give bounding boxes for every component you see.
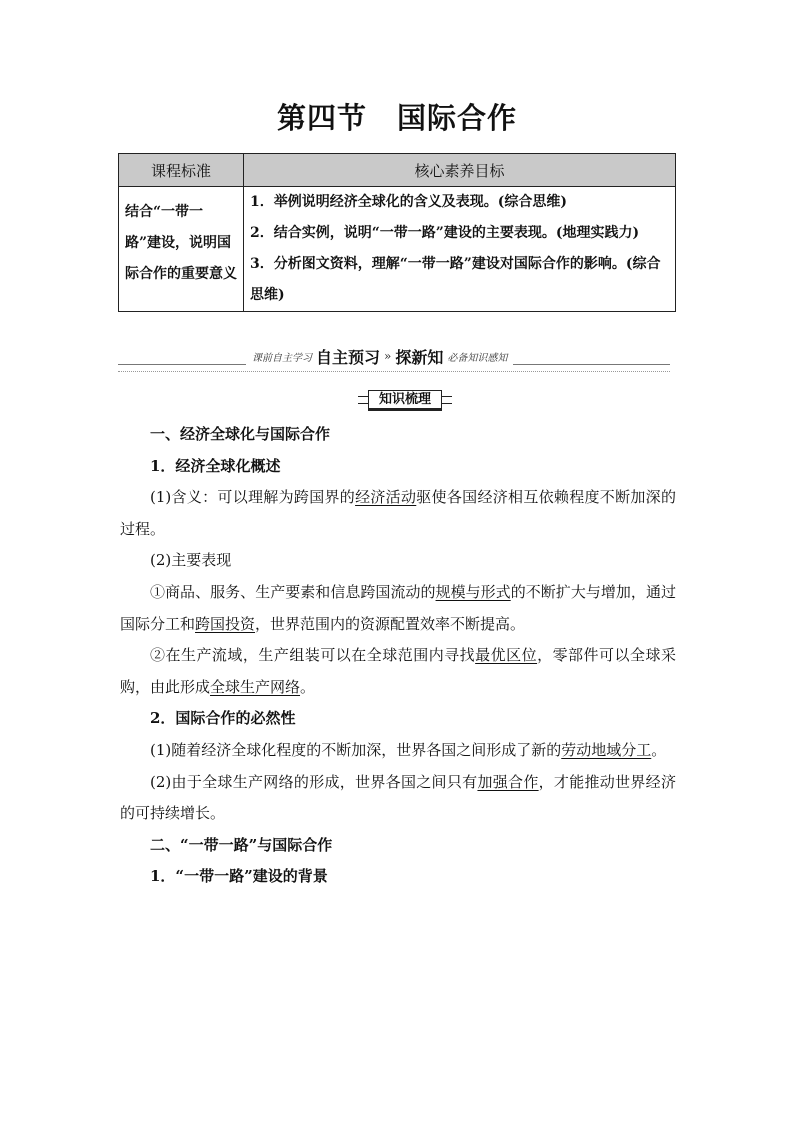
blank-answer: 劳动地域分工 (561, 740, 652, 759)
course-standard-cell: 结合“一带一路”建设，说明国际合作的重要意义 (119, 187, 244, 312)
blank-answer: 规模与形式 (435, 582, 511, 601)
double-arrow-icon: » (384, 349, 392, 363)
paragraph-necessity-2: (2)由于全球生产网络的形成，世界各国之间只有加强合作，才能推动世界经济的可持续增长。 (120, 772, 676, 823)
paragraph-necessity-1: (1)随着经济全球化程度的不断加深，世界各国之间形成了新的劳动地域分工。 (150, 740, 667, 759)
paragraph-feature-2: ②在生产流域，生产组装可以在全球范围内寻找最优区位，零部件可以全球采购，由此形成全球生产网络。 (120, 646, 676, 696)
table-header-row (119, 154, 676, 187)
banner-right-caption: 必备知识感知 (447, 352, 508, 364)
course-standards-table (118, 153, 676, 312)
heading-2: 二、“一带一路”与国际合作 (150, 835, 333, 854)
blank-answer: 经济活动 (355, 488, 417, 507)
banner-left-caption: 课前自主学习 (252, 352, 312, 364)
preview-banner (118, 342, 670, 372)
paragraph-definition: (1)含义：可以理解为跨国界的经济活动驱使各国经济相互依赖程度不断加深的过程。 (120, 488, 676, 538)
blank-answer: 跨国投资 (195, 614, 256, 633)
core-goals-header: 核心素养目标 (244, 154, 676, 187)
paragraph-main-features: (2)主要表现 (150, 551, 232, 570)
subheading-1-2: 2．国际合作的必然性 (150, 709, 296, 728)
tag-left-wing (358, 396, 368, 404)
section-tag-label: 知识梳理 (368, 390, 442, 411)
heading-1: 一、经济全球化与国际合作 (150, 425, 331, 443)
goal-item: 3．分析图文资料，理解“一带一路”建设对国际合作的影响。(综合思维) (250, 256, 661, 303)
page-title: 第四节 国际合作 (276, 101, 517, 135)
goal-item: 1．举例说明经济全球化的含义及表现。(综合思维) (250, 194, 567, 210)
subheading-2-1: 1．“一带一路”建设的背景 (150, 867, 328, 886)
banner-main-right: 探新知 (395, 347, 444, 367)
core-goals-cell (244, 187, 676, 312)
main-content (120, 419, 676, 893)
blank-answer: 全球生产网络 (210, 677, 301, 696)
banner-content (246, 344, 513, 368)
blank-answer: 最优区位 (475, 646, 538, 665)
course-standard-header: 课程标准 (119, 154, 244, 187)
subheading-1-1: 1．经济全球化概述 (150, 456, 281, 475)
table-row (119, 187, 676, 312)
knowledge-section-tag (358, 390, 452, 410)
tag-right-wing (442, 396, 452, 404)
banner-main-left: 自主预习 (316, 347, 381, 367)
paragraph-feature-1: ①商品、服务、生产要素和信息跨国流动的规模与形式的不断扩大与增加，通过国际分工和跨国投资，世界范围内的资源配置效率不断提高。 (120, 582, 676, 633)
blank-answer: 加强合作 (477, 772, 539, 791)
goal-item: 2．结合实例，说明“一带一路”建设的主要表现。(地理实践力) (250, 225, 640, 241)
